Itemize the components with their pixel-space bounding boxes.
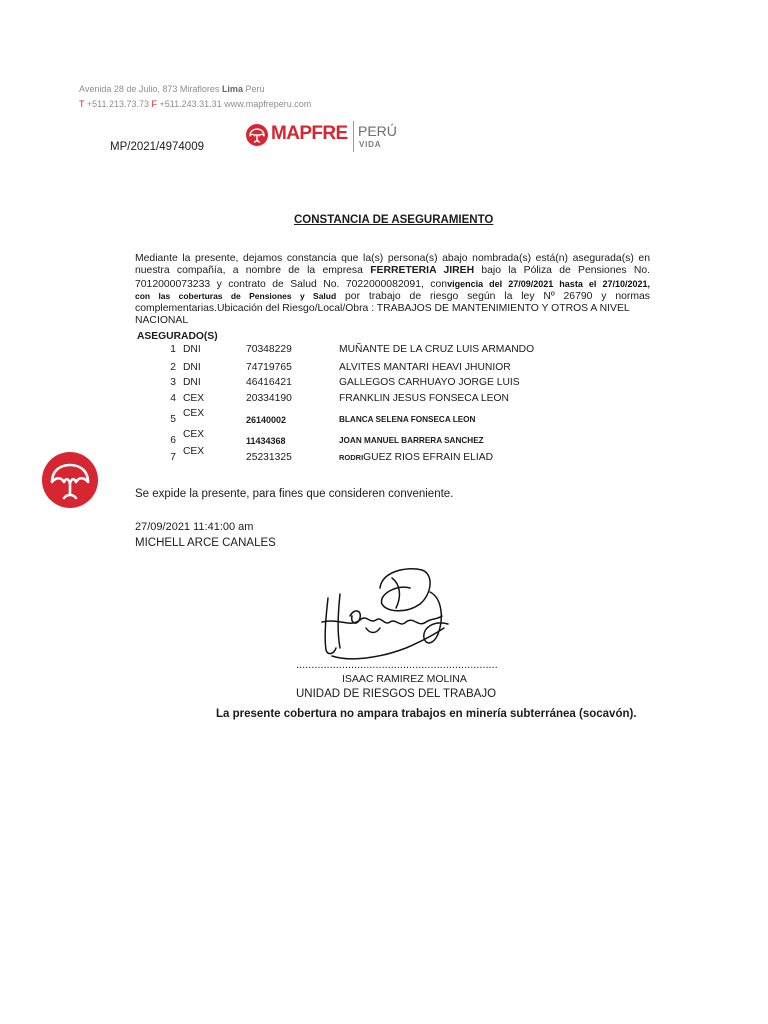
body-text: NACIONAL — [135, 314, 189, 326]
row-number: 7 — [170, 452, 176, 463]
body-line — [135, 315, 650, 327]
row-number: 4 — [170, 393, 176, 404]
header-contact — [79, 99, 311, 110]
insured-row — [0, 393, 768, 405]
handwritten-signature — [310, 558, 460, 666]
body-line — [135, 253, 650, 265]
issuer-name: MICHELL ARCE CANALES — [135, 537, 276, 549]
body-line — [135, 265, 650, 277]
address-country: Perú — [245, 84, 265, 94]
signer-unit: UNIDAD DE RIESGOS DEL TRABAJO — [296, 688, 497, 700]
doc-number: 70348229 — [246, 344, 292, 355]
insured-row — [0, 344, 768, 356]
body-line — [135, 303, 650, 315]
website: www.mapfreperu.com — [224, 99, 312, 109]
row-number: 6 — [170, 435, 176, 446]
issue-timestamp: 27/09/2021 11:41:00 am — [135, 521, 254, 533]
doc-number: 46416421 — [246, 377, 292, 388]
body-text: Mediante la presente, dejamos constancia que la(s) persona(s) abajo nombrada(s) está(n) asegurada(s) en — [135, 253, 650, 264]
insured-name: JOAN MANUEL BARRERA SANCHEZ — [339, 436, 484, 445]
doc-number: 26140002 — [246, 415, 287, 425]
doc-type: CEX — [183, 408, 205, 419]
row-number: 3 — [170, 377, 176, 388]
doc-number: 25231325 — [246, 452, 292, 463]
body-text: bajo la Póliza de Pensiones No. — [481, 265, 651, 277]
doc-type: CEX — [183, 429, 205, 440]
fax-label: F — [151, 99, 158, 109]
doc-number: 74719765 — [246, 362, 292, 373]
doc-number: 11434368 — [246, 436, 286, 446]
body-text: 7012000073233 y contrato de Salud No. 7022000082091, con — [135, 278, 448, 290]
insured-heading: ASEGURADO(S) — [137, 331, 218, 342]
insured-name: ALVITES MANTARI HEAVI JHUNIOR — [339, 362, 511, 373]
insured-row — [0, 446, 768, 464]
doc-type: CEX — [183, 393, 205, 404]
validity-period: vigencia del 27/09/2021 hasta el 27/10/2021, — [447, 278, 650, 289]
fax-number: +511.243.31.31 — [159, 99, 222, 109]
body-text: por trabajo de riesgo según la ley Nº 26790 y normas — [345, 291, 650, 303]
row-number: 2 — [170, 362, 176, 373]
document-reference: MP/2021/4974009 — [110, 141, 204, 153]
doc-number: 20334190 — [246, 393, 292, 404]
document-title: CONSTANCIA DE ASEGURAMIENTO — [294, 214, 494, 226]
insured-name: BLANCA SELENA FONSECA LEON — [339, 415, 476, 424]
insured-row — [0, 377, 768, 389]
logo-divider — [353, 121, 354, 152]
insured-row — [0, 408, 768, 426]
row-number: 1 — [170, 344, 176, 355]
body-paragraph — [135, 253, 650, 327]
address-city: Lima — [221, 84, 243, 94]
logo-country: PERÚ — [358, 123, 397, 139]
address-street: Avenida 28 de Julio, 873 Miraflores — [79, 84, 220, 94]
insured-name-prefix: RODRI — [339, 453, 364, 462]
phone-label: T — [79, 99, 85, 109]
insured-row — [0, 429, 768, 447]
closing-text: Se expide la presente, para fines que consideren conveniente. — [135, 488, 454, 500]
doc-type: DNI — [183, 377, 201, 388]
insured-name: MUÑANTE DE LA CRUZ LUIS ARMANDO — [339, 344, 535, 355]
phone-number: +511.213.73.73 — [86, 99, 150, 109]
insured-name — [339, 452, 493, 464]
signer-name: ISAAC RAMIREZ MOLINA — [342, 673, 467, 685]
logo-brand: MAPFRE — [271, 123, 348, 144]
insured-name: GALLEGOS CARHUAYO JORGE LUIS — [339, 377, 520, 388]
company-name: FERRETERIA JIREH — [370, 265, 475, 277]
header-address — [79, 84, 264, 95]
insured-row — [0, 362, 768, 374]
body-line — [135, 278, 650, 290]
mapfre-symbol-icon — [246, 124, 268, 146]
mapfre-seal-icon — [42, 452, 98, 508]
coverage-text: con las coberturas de Pensiones y Salud — [135, 291, 337, 302]
insured-name: FRANKLIN JESUS FONSECA LEON — [339, 393, 509, 404]
body-text: nuestra compañía, a nombre de la empresa — [135, 265, 363, 277]
insured-name-rest: GUEZ RIOS EFRAIN ELIAD — [363, 452, 494, 463]
body-line — [135, 290, 650, 302]
row-number: 5 — [170, 414, 176, 425]
signature-line: .................................................................. — [296, 659, 498, 671]
doc-type: CEX — [183, 446, 205, 457]
doc-type: DNI — [183, 344, 201, 355]
coverage-disclaimer: La presente cobertura no ampara trabajos en minería subterránea (socavón). — [216, 708, 637, 720]
doc-type: DNI — [183, 362, 201, 373]
body-text: complementarias.Ubicación del Riesgo/Local/Obra : TRABAJOS DE MANTENIMIENTO Y OTROS A NIVEL — [135, 302, 630, 314]
logo-division: VIDA — [359, 140, 382, 149]
